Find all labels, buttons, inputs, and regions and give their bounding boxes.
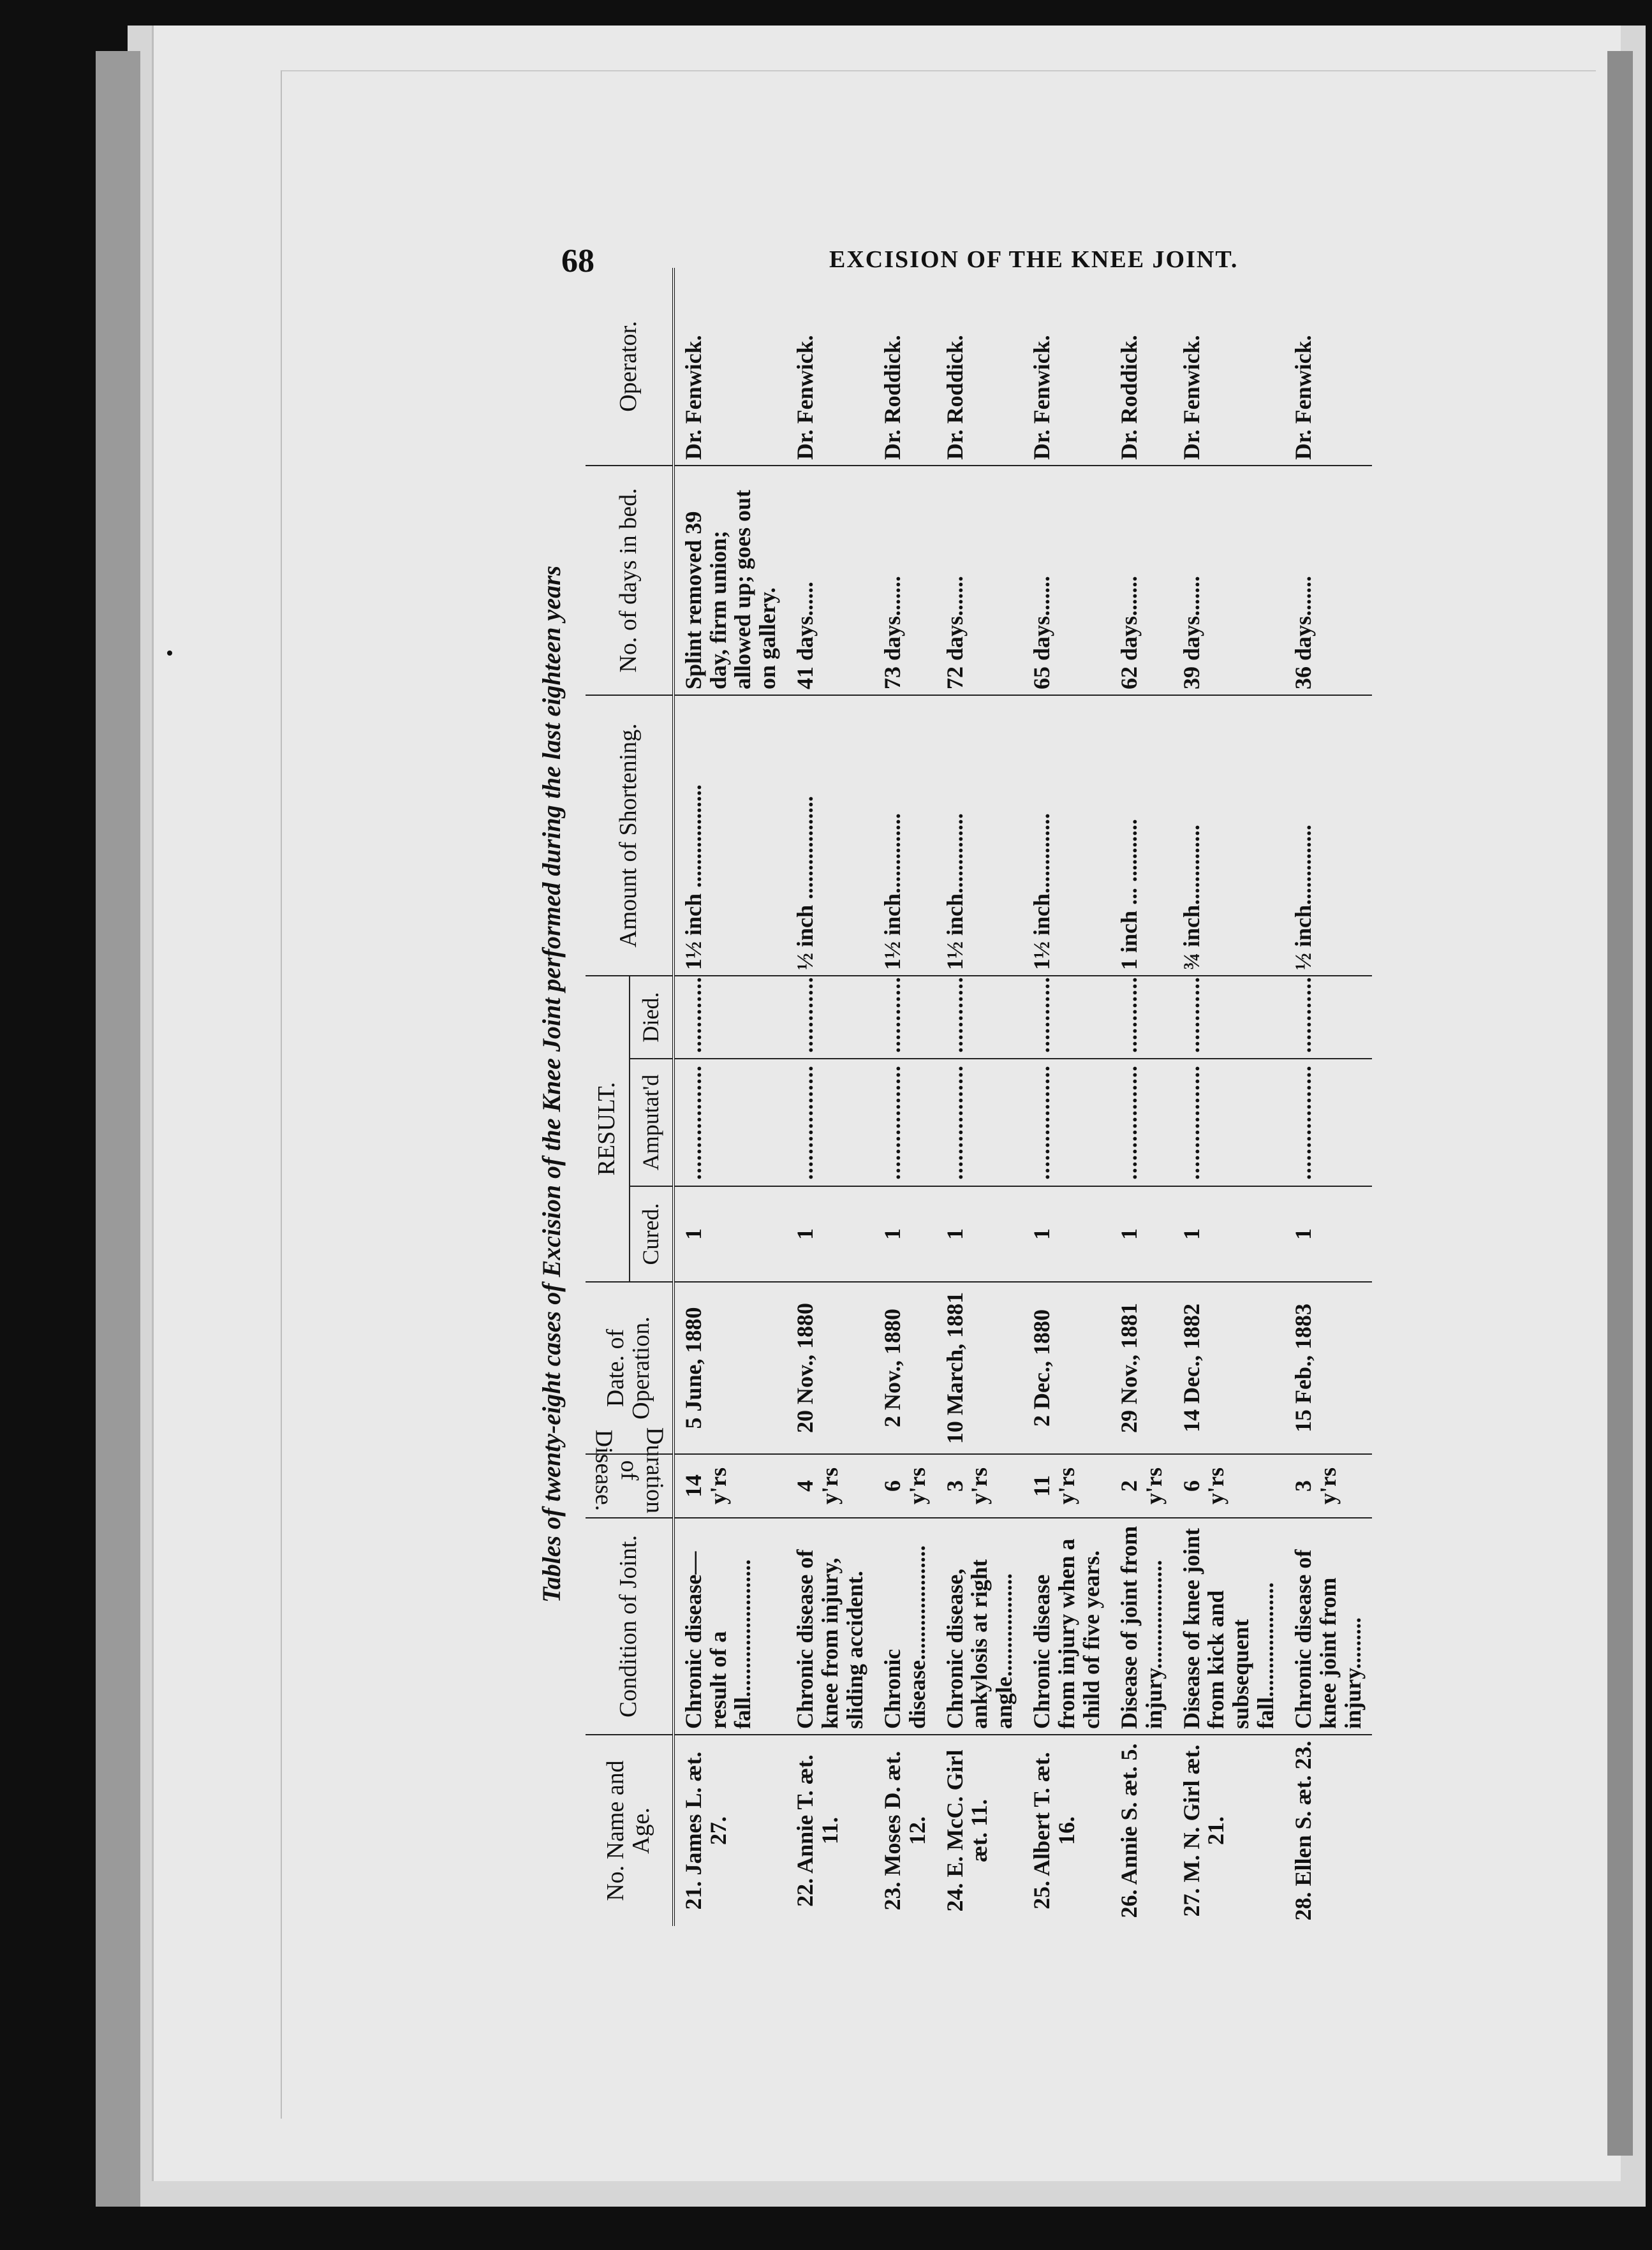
col-header-result: RESULT. <box>586 976 630 1282</box>
cell-date: 2 Dec., 1880 <box>1023 1282 1110 1454</box>
cell-amputated: .................. <box>1110 1059 1173 1186</box>
cell-amputated: .................. <box>1173 1059 1285 1186</box>
cell-condition: Disease of knee joint from kick and subsequent fall.................... <box>1173 1518 1285 1735</box>
col-header-cured: Cured. <box>630 1186 674 1282</box>
excision-cases-table <box>586 268 1372 1926</box>
table-row <box>936 268 1024 1926</box>
cell-condition: Chronic disease of knee joint from injury......... <box>1285 1518 1372 1735</box>
col-header-shortening: Amount of Shortening. <box>586 695 674 976</box>
table-row <box>874 268 936 1926</box>
cell-no-name-age: 27. M. N. Girl æt. 21. <box>1173 1735 1285 1926</box>
cell-shortening: ¾ inch.............. <box>1173 695 1285 976</box>
cell-date: 10 March, 1881 <box>936 1282 1024 1454</box>
cell-condition: Chronic disease of knee from injury, sliding accident. <box>786 1518 874 1735</box>
col-header-amputated: Amputat'd <box>630 1059 674 1186</box>
cell-date: 5 June, 1880 <box>674 1282 787 1454</box>
cell-cured: 1 <box>1285 1186 1372 1282</box>
cell-condition: Chronic disease from injury when a child of five years. <box>1023 1518 1110 1735</box>
col-header-days-in-bed: No. of days in bed. <box>586 466 674 695</box>
table-header-row <box>586 268 630 1926</box>
cell-days-in-bed: 73 days....... <box>874 466 936 695</box>
cell-date: 15 Feb., 1883 <box>1285 1282 1372 1454</box>
cell-died: ............ <box>1173 976 1285 1059</box>
cell-duration: 3 y'rs <box>936 1454 1024 1518</box>
cell-duration: 6 y'rs <box>874 1454 936 1518</box>
cell-days-in-bed: 41 days...... <box>786 466 874 695</box>
cell-no-name-age: 23. Moses D. æt. 12. <box>874 1735 936 1926</box>
cell-operator: Dr. Fenwick. <box>1178 335 1204 460</box>
cell-died: ............ <box>1285 976 1372 1059</box>
cell-condition: Chronic disease, ankylosis at right angle.................. <box>936 1518 1024 1735</box>
cell-died: ............ <box>786 976 874 1059</box>
cell-operator: Dr. Fenwick. <box>1290 335 1316 460</box>
cell-days-in-bed: 62 days....... <box>1110 466 1173 695</box>
cell-cured: 1 <box>786 1186 874 1282</box>
table-row <box>1110 268 1173 1926</box>
col-header-duration-text: Duration of Disease. <box>590 1427 668 1513</box>
scan-speck <box>167 651 172 656</box>
cell-operator: Dr. Fenwick. <box>1029 335 1055 460</box>
cell-cured: 1 <box>874 1186 936 1282</box>
cell-died: ............ <box>936 976 1024 1059</box>
cell-days-in-bed: Splint removed 39 day, firm union; allowed up; goes out on gallery. <box>674 466 787 695</box>
cell-duration: 4 y'rs <box>786 1454 874 1518</box>
col-header-condition: Condition of Joint. <box>586 1518 674 1735</box>
cell-duration: 11 y'rs <box>1023 1454 1110 1518</box>
cell-amputated: .................. <box>874 1059 936 1186</box>
cell-amputated: .................. <box>1285 1059 1372 1186</box>
cell-amputated: .................. <box>936 1059 1024 1186</box>
table-row <box>1023 268 1110 1926</box>
rotated-table-block <box>529 242 1473 1926</box>
cell-died: ............ <box>874 976 936 1059</box>
cell-shortening: 1½ inch.............. <box>936 695 1024 976</box>
cell-date: 2 Nov., 1880 <box>874 1282 936 1454</box>
col-header-duration <box>586 1427 674 1518</box>
cell-duration: 6 y'rs <box>1173 1454 1285 1518</box>
cell-days-in-bed: 72 days....... <box>936 466 1024 695</box>
cell-shortening: 1½ inch.............. <box>874 695 936 976</box>
cell-shortening: 1½ inch.............. <box>1023 695 1110 976</box>
cell-no-name-age: 22. Annie T. æt. 11. <box>786 1735 874 1926</box>
cell-shortening: ½ inch.............. <box>1285 695 1372 976</box>
cell-cured: 1 <box>936 1186 1024 1282</box>
cell-amputated: .................. <box>786 1059 874 1186</box>
cell-condition: Disease of joint from injury................... <box>1110 1518 1173 1735</box>
cell-days-in-bed: 36 days....... <box>1285 466 1372 695</box>
table-row <box>786 268 874 1926</box>
cell-cured: 1 <box>1173 1186 1285 1282</box>
cell-operator: Dr. Fenwick. <box>680 335 706 460</box>
cell-amputated: .................. <box>1023 1059 1110 1186</box>
cell-days-in-bed: 39 days....... <box>1173 466 1285 695</box>
col-header-operator: Operator. <box>586 268 674 466</box>
cell-died: ............ <box>1023 976 1110 1059</box>
cell-condition: Chronic disease.................... <box>874 1518 936 1735</box>
col-header-no-name-age: No. Name and Age. <box>586 1735 674 1926</box>
col-header-date: Date. of Operation. <box>586 1282 674 1454</box>
cell-operator: Dr. Roddick. <box>879 335 905 460</box>
cell-date: 20 Nov., 1880 <box>786 1282 874 1454</box>
cell-duration: 14 y'rs <box>674 1454 787 1518</box>
table-row <box>1285 268 1372 1926</box>
table-caption: Tables of twenty-eight cases of Excision of the Knee Joint performed during the last eighteen years <box>537 565 566 1603</box>
cell-shortening: 1½ inch .................. <box>674 695 787 976</box>
cell-duration: 2 y'rs <box>1110 1454 1173 1518</box>
cell-operator: Dr. Fenwick. <box>792 335 818 460</box>
cell-no-name-age: 26. Annie S. æt. 5. <box>1110 1735 1173 1926</box>
cell-shortening: 1 inch ... ........... <box>1110 695 1173 976</box>
cell-duration: 3 y'rs <box>1285 1454 1372 1518</box>
running-head: EXCISION OF THE KNEE JOINT. <box>829 246 1239 273</box>
cell-no-name-age: 21. James L. æt. 27. <box>674 1735 787 1926</box>
cell-days-in-bed: 65 days....... <box>1023 466 1110 695</box>
cell-amputated: .................. <box>674 1059 787 1186</box>
cell-no-name-age: 24. E. McC. Girl æt. 11. <box>936 1735 1024 1926</box>
binding-strip <box>96 51 140 2207</box>
page-number: 68 <box>561 243 594 279</box>
col-header-died: Died. <box>630 976 674 1059</box>
page-edge <box>1607 51 1633 2156</box>
cell-died: ............ <box>1110 976 1173 1059</box>
cell-condition: Chronic disease—result of a fall........................ <box>674 1518 787 1735</box>
cell-cured: 1 <box>674 1186 787 1282</box>
cell-cured: 1 <box>1023 1186 1110 1282</box>
cell-died: ............ <box>674 976 787 1059</box>
cell-no-name-age: 28. Ellen S. æt. 23. <box>1285 1735 1372 1926</box>
cell-date: 29 Nov., 1881 <box>1110 1282 1173 1454</box>
cell-operator: Dr. Roddick. <box>941 335 968 460</box>
cell-cured: 1 <box>1110 1186 1173 1282</box>
cell-no-name-age: 25. Albert T. æt. 16. <box>1023 1735 1110 1926</box>
cell-operator: Dr. Roddick. <box>1116 335 1142 460</box>
cell-date: 14 Dec., 1882 <box>1173 1282 1285 1454</box>
table-row <box>1173 268 1285 1926</box>
cell-shortening: ½ inch .................. <box>786 695 874 976</box>
table-row <box>674 268 787 1926</box>
